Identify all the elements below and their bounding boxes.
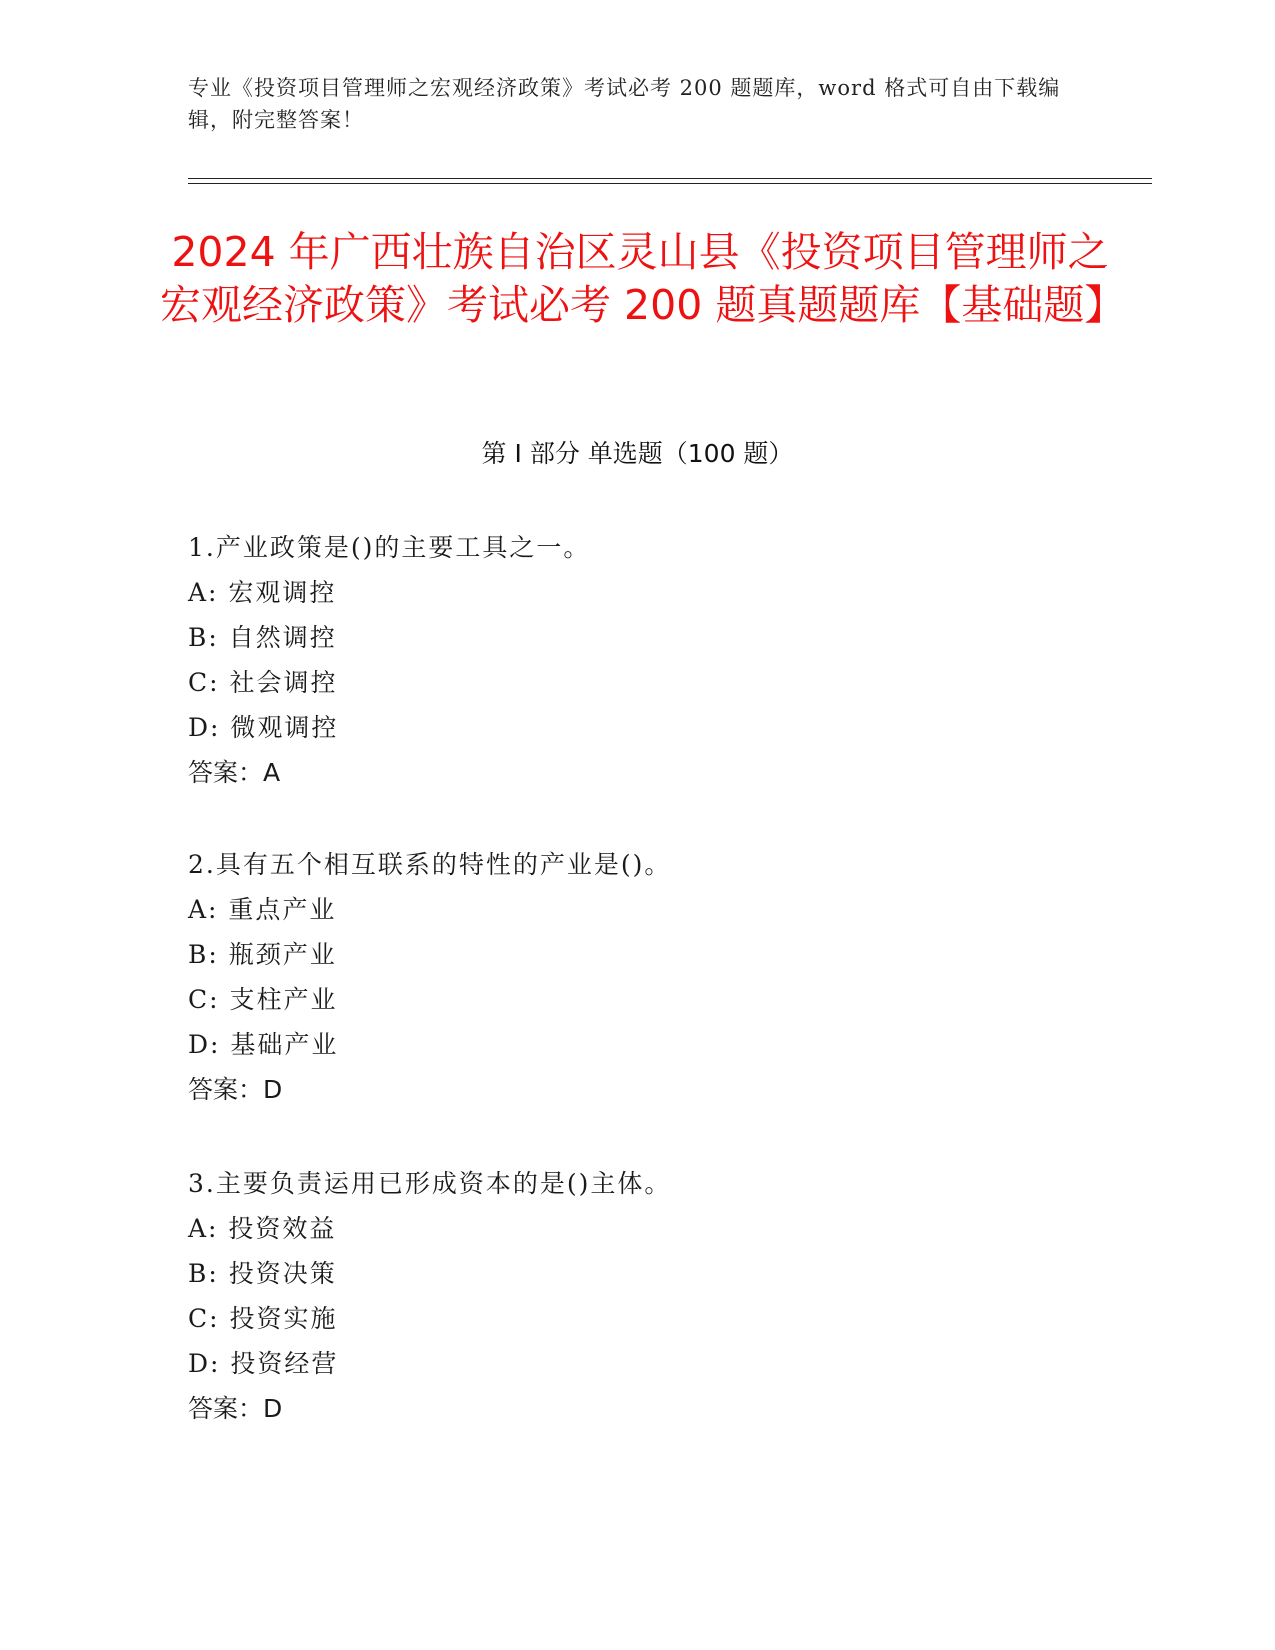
question-1	[188, 525, 1088, 795]
option-c: C: 社会调控	[188, 668, 338, 697]
document-header: 专业《投资项目管理师之宏观经济政策》考试必考 200 题题库，word 格式可自由下载编辑，附完整答案！	[188, 76, 1061, 132]
option-b: B: 投资决策	[188, 1259, 337, 1288]
answer: 答案：A	[188, 758, 281, 787]
option-d: D: 基础产业	[188, 1030, 339, 1059]
option-c: C: 支柱产业	[188, 985, 338, 1014]
question-stem: 3.主要负责运用已形成资本的是()主体。	[188, 1169, 672, 1198]
answer: 答案：D	[188, 1075, 283, 1104]
option-a: A: 重点产业	[188, 895, 337, 924]
option-c: C: 投资实施	[188, 1304, 338, 1333]
section-heading: 第 I 部分 单选题（100 题）	[481, 439, 794, 468]
question-stem: 1.产业政策是()的主要工具之一。	[188, 533, 591, 562]
question-3	[188, 1161, 1088, 1431]
option-a: A: 宏观调控	[188, 578, 337, 607]
document-title: 2024 年广西壮族自治区灵山县《投资项目管理师之宏观经济政策》考试必考 200 题真题题库【基础题】	[160, 228, 1126, 329]
option-b: B: 瓶颈产业	[188, 940, 337, 969]
option-d: D: 投资经营	[188, 1349, 339, 1378]
header-divider-bottom	[188, 183, 1152, 184]
header-divider-top	[188, 178, 1152, 179]
answer: 答案：D	[188, 1394, 283, 1423]
option-d: D: 微观调控	[188, 713, 339, 742]
question-2	[188, 842, 1088, 1112]
option-a: A: 投资效益	[188, 1214, 337, 1243]
question-stem: 2.具有五个相互联系的特性的产业是()。	[188, 850, 672, 879]
option-b: B: 自然调控	[188, 623, 337, 652]
